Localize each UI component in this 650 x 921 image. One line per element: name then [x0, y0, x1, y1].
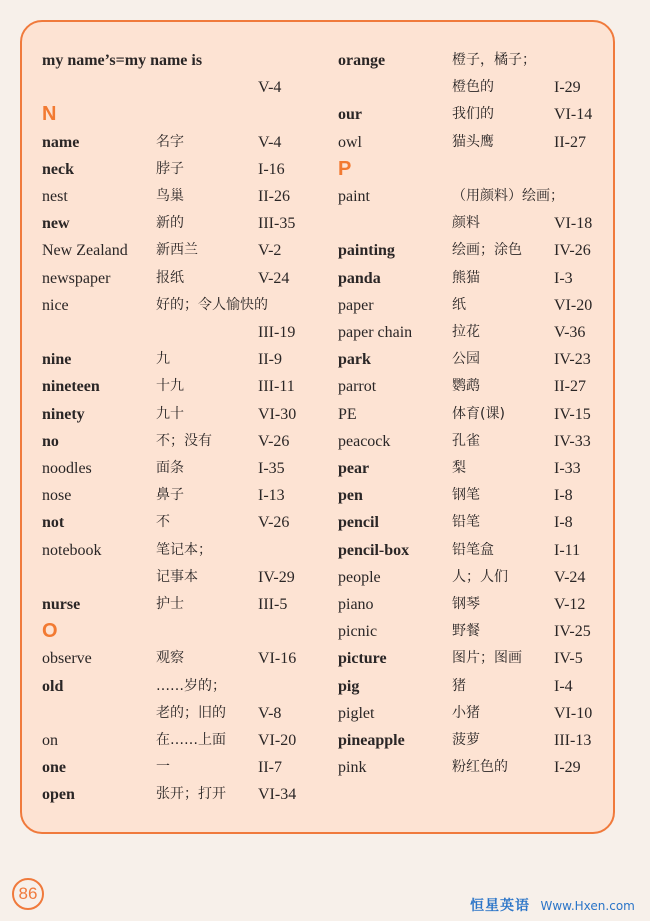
- entry-word: our: [338, 106, 362, 124]
- entry-unit-ref: V-26: [258, 514, 290, 532]
- entry-unit-ref: I-8: [554, 487, 573, 505]
- entry-meaning: 橙子，橘子；: [452, 52, 536, 68]
- entry-word: one: [42, 759, 66, 777]
- entry-word: parrot: [338, 378, 377, 396]
- entry-meaning: 九: [156, 351, 170, 368]
- entry-unit-ref: I-35: [258, 460, 285, 477]
- entry-meaning: 报纸: [156, 269, 184, 286]
- entry-word: newspaper: [42, 269, 111, 287]
- entry-word: people: [338, 568, 381, 586]
- entry-meaning: 一: [156, 759, 170, 776]
- entry-unit-ref: II-27: [554, 378, 586, 396]
- entry-meaning: 钢琴: [452, 596, 480, 612]
- entry-word: painting: [338, 242, 395, 260]
- brand-name: 恒星英语: [470, 898, 530, 914]
- entry-unit-ref: VI-34: [258, 786, 297, 804]
- entry-word: notebook: [42, 541, 102, 559]
- entry-meaning: 鼻子: [156, 487, 184, 504]
- entry-meaning: 在……上面: [156, 732, 226, 748]
- entry-word: nice: [42, 296, 69, 314]
- entry-word: ninety: [42, 405, 85, 423]
- entry-unit-ref: V-36: [554, 324, 586, 341]
- section-letter-p: P: [338, 157, 352, 180]
- entry-meaning: 记事本: [156, 568, 198, 585]
- entry-unit-ref: I-33: [554, 460, 581, 477]
- entry-word: orange: [338, 52, 386, 69]
- entry-unit-ref: I-8: [554, 514, 573, 532]
- page-number: 86: [12, 878, 44, 910]
- entry-unit-ref: III-5: [258, 596, 288, 613]
- entry-meaning: 名字: [156, 133, 184, 150]
- entry-word: pig: [338, 677, 360, 695]
- entry-meaning: （用颜料）绘画；: [452, 188, 564, 204]
- entry-meaning: 铅笔盒: [452, 541, 494, 558]
- entry-word: paper: [338, 296, 374, 314]
- entry-meaning: 孔雀: [452, 432, 480, 449]
- entry-unit-ref: V-26: [258, 432, 290, 450]
- entry-word: paint: [338, 188, 370, 205]
- entry-unit-ref: VI-18: [554, 215, 593, 233]
- entry-word: not: [42, 514, 65, 532]
- entry-unit-ref: VI-30: [258, 405, 297, 423]
- entry-meaning: 橙色的: [452, 79, 494, 96]
- entry-meaning: 护士: [156, 596, 184, 612]
- entry-meaning: 拉花: [452, 324, 480, 340]
- entry-meaning: 十九: [156, 378, 184, 395]
- entry-unit-ref: I-16: [258, 160, 285, 178]
- entry-unit-ref: VI-10: [554, 704, 593, 722]
- entry-word: noodles: [42, 460, 92, 477]
- entry-unit-ref: VI-14: [554, 106, 593, 124]
- brand-watermark: [470, 896, 635, 916]
- entry-word: piglet: [338, 704, 375, 722]
- entry-meaning: 不: [156, 514, 170, 531]
- entry-word: open: [42, 786, 75, 804]
- entry-meaning: 面条: [156, 460, 184, 476]
- entry-word: pen: [338, 487, 363, 505]
- entry-word: nest: [42, 188, 68, 205]
- entry-unit-ref: V-12: [554, 596, 586, 613]
- entry-unit-ref: V-4: [258, 133, 282, 151]
- entry-meaning: 猫头鹰: [452, 133, 494, 150]
- entry-word: panda: [338, 269, 381, 287]
- entry-unit-ref: I-29: [554, 79, 581, 97]
- entry-unit-ref: III-19: [258, 324, 296, 341]
- entry-word: piano: [338, 596, 374, 613]
- entry-meaning: 图片；图画: [452, 650, 522, 667]
- entry-meaning: 新的: [156, 215, 184, 232]
- entry-unit-ref: II-27: [554, 133, 586, 151]
- entry-word: picture: [338, 650, 387, 668]
- entry-unit-ref: V-8: [258, 704, 282, 722]
- entry-word: paper chain: [338, 324, 413, 341]
- section-letter-n: N: [42, 103, 57, 126]
- entry-unit-ref: IV-25: [554, 623, 591, 641]
- brand-url: Www.Hxen.com: [540, 899, 635, 913]
- entry-unit-ref: I-4: [554, 677, 573, 695]
- entry-meaning: 熊猫: [452, 269, 480, 286]
- entry-word: pear: [338, 460, 370, 477]
- entry-meaning: 颜料: [452, 215, 480, 232]
- entry-word: neck: [42, 160, 74, 178]
- entry-meaning: 钢笔: [452, 487, 480, 504]
- entry-meaning: 不；没有: [156, 432, 212, 449]
- entry-word: new: [42, 215, 70, 233]
- entry-word: old: [42, 677, 64, 695]
- entry-unit-ref: VI-20: [554, 296, 593, 314]
- entry-meaning: 新西兰: [156, 242, 198, 259]
- entry-word: park: [338, 351, 371, 369]
- entry-meaning: 脖子: [156, 160, 184, 177]
- entry-meaning: 菠萝: [452, 732, 480, 748]
- entry-unit-ref: I-29: [554, 759, 581, 777]
- entry-unit-ref: VI-20: [258, 732, 297, 749]
- entry-meaning: 小猪: [452, 704, 480, 721]
- entry-word: name: [42, 133, 80, 151]
- entry-meaning: 鸟巢: [156, 188, 184, 204]
- entry-meaning: 绘画；涂色: [452, 242, 522, 259]
- entry-word: PE: [338, 405, 357, 423]
- entry-meaning: 观察: [156, 650, 184, 667]
- entry-word: no: [42, 432, 59, 450]
- section-letter-o: O: [42, 620, 58, 643]
- entry-word: pineapple: [338, 732, 405, 749]
- entry-unit-ref: I-13: [258, 487, 285, 505]
- entry-word: nineteen: [42, 378, 100, 396]
- entry-meaning: 老的；旧的: [156, 704, 226, 721]
- entry-word: pencil-box: [338, 541, 410, 559]
- entry-meaning: 野餐: [452, 623, 480, 640]
- entry-meaning: 体育(课): [452, 405, 505, 422]
- entry-word: peacock: [338, 432, 391, 450]
- entry-meaning: 纸: [452, 296, 466, 313]
- entry-unit-ref: III-35: [258, 215, 296, 233]
- entry-unit-ref: II-9: [258, 351, 282, 369]
- entry-unit-ref: III-11: [258, 378, 295, 396]
- entry-meaning: 梨: [452, 460, 466, 476]
- entry-word: pencil: [338, 514, 379, 532]
- entry-unit-ref: I-11: [554, 541, 581, 559]
- entry-meaning: 人；人们: [452, 568, 508, 585]
- entry-unit-ref: I-3: [554, 269, 573, 287]
- entry-meaning: 九十: [156, 405, 184, 422]
- entry-meaning: ……岁的；: [156, 677, 226, 694]
- entry-unit-ref: II-26: [258, 188, 290, 205]
- entry-word: nurse: [42, 596, 81, 613]
- entry-word: pink: [338, 759, 367, 777]
- entry-meaning: 公园: [452, 351, 480, 368]
- entry-meaning: 粉红色的: [452, 759, 508, 776]
- entry-unit-ref: VI-16: [258, 650, 297, 668]
- entry-word: nose: [42, 487, 72, 505]
- entry-unit-ref: V-24: [258, 269, 290, 287]
- entry-meaning: 猪: [452, 677, 466, 694]
- entry-word: my name’s=my name is: [42, 52, 203, 69]
- entry-word: New Zealand: [42, 242, 128, 260]
- entry-meaning: 铅笔: [452, 514, 480, 531]
- glossary-card: [20, 20, 615, 834]
- entry-unit-ref: IV-26: [554, 242, 591, 260]
- entry-meaning: 张开；打开: [156, 786, 226, 803]
- entry-word: owl: [338, 133, 362, 151]
- entry-meaning: 我们的: [452, 106, 494, 123]
- entry-unit-ref: III-13: [554, 732, 592, 749]
- entry-word: on: [42, 732, 58, 749]
- entry-word: observe: [42, 650, 92, 668]
- entry-unit-ref: IV-15: [554, 405, 591, 423]
- entry-word: picnic: [338, 623, 378, 641]
- entry-meaning: 好的；令人愉快的: [156, 296, 268, 313]
- entry-meaning: 鹦鹉: [452, 378, 480, 395]
- entry-unit-ref: IV-33: [554, 432, 591, 450]
- entry-unit-ref: V-24: [554, 568, 586, 586]
- entry-unit-ref: IV-23: [554, 351, 591, 369]
- entry-unit-ref: V-2: [258, 242, 282, 260]
- entry-word: nine: [42, 351, 72, 369]
- entry-meaning: 笔记本；: [156, 541, 212, 558]
- entry-unit-ref: II-7: [258, 759, 282, 777]
- entry-unit-ref: IV-29: [258, 568, 295, 586]
- entry-unit-ref: V-4: [258, 79, 282, 97]
- entry-unit-ref: IV-5: [554, 650, 583, 668]
